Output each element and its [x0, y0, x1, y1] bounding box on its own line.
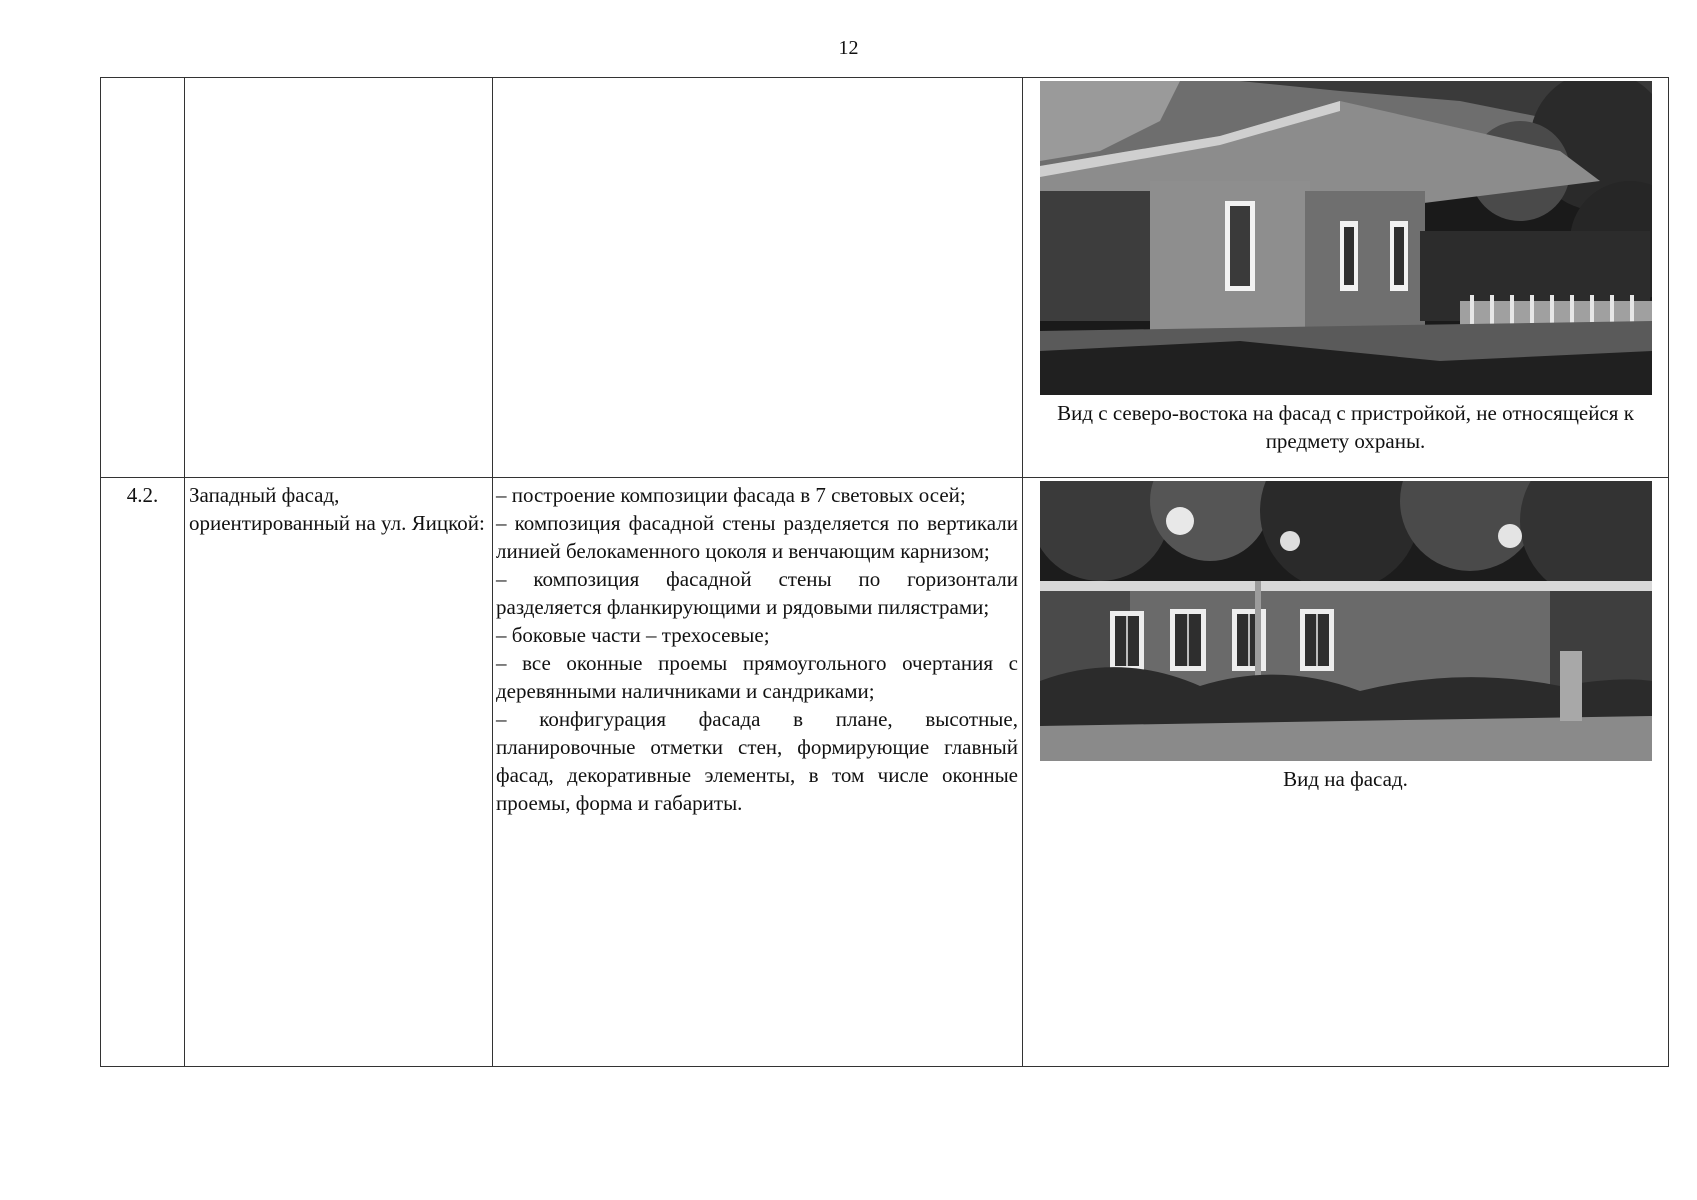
description-item: – композиция фасадной стены разделяется по вертикали линией белокаменного цоколя и венчающим карнизом;	[496, 511, 1018, 563]
element-name-cell	[185, 78, 493, 478]
description-item: – композиция фасадной стены по горизонтали разделяется фланкирующими и рядовыми пилястрами;	[496, 567, 1018, 619]
protection-subject-table	[100, 77, 1669, 1067]
description-cell	[493, 478, 1023, 1067]
row-number-cell	[101, 78, 185, 478]
description-item: – построение композиции фасада в 7 световых осей;	[496, 483, 966, 507]
row-number-cell: 4.2.	[101, 478, 185, 1067]
photo-cell	[1023, 478, 1669, 1067]
description-item: – конфигурация фасада в плане, высотные, планировочные отметки стен, формирующие главный фасад, декоративные элементы, в том числе оконные проемы, форма и габариты.	[496, 707, 1018, 815]
element-name-cell: Западный фасад, ориентированный на ул. Яицкой:	[185, 478, 493, 1067]
photo-caption: Вид на фасад.	[1283, 767, 1408, 791]
page-number: 12	[838, 37, 859, 59]
table-row	[101, 478, 1669, 1067]
photo-cell	[1023, 78, 1669, 478]
house-northeast-photo	[1040, 81, 1652, 395]
photo-caption: Вид с северо-востока на фасад с пристройкой, не относящейся к предмету охраны.	[1057, 401, 1634, 453]
description-item: – боковые части – трехосевые;	[496, 623, 770, 647]
description-cell	[493, 78, 1023, 478]
description-item: – все оконные проемы прямоугольного очертания с деревянными наличниками и сандриками;	[496, 651, 1018, 703]
table-row	[101, 78, 1669, 478]
house-west-facade-photo	[1040, 481, 1652, 761]
